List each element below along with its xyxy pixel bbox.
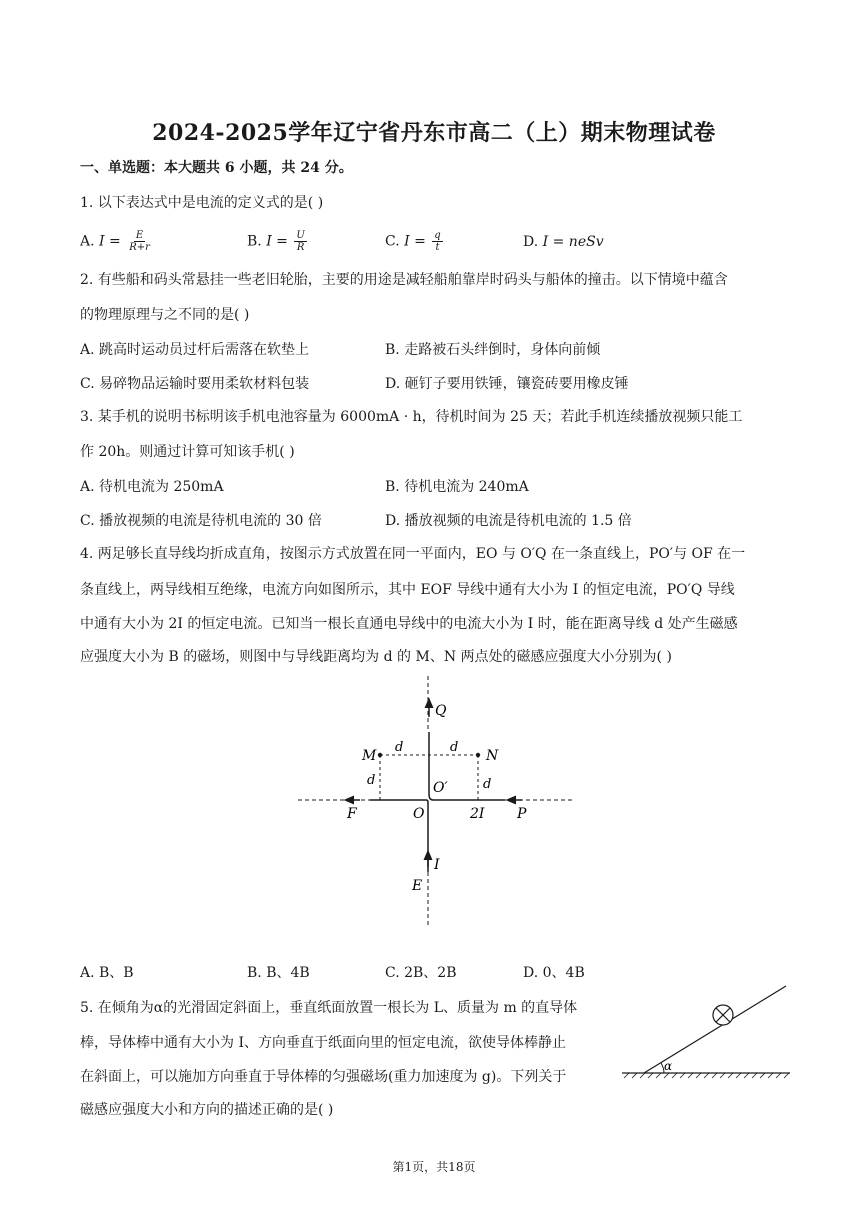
label-p: P [517, 806, 527, 822]
q2-stem-line2: 的物理原理与之不同的是( ) [80, 307, 250, 323]
q1-b-fraction: $\frac{U}{R}$ [296, 230, 305, 253]
q4-option-a: A. B、B [80, 965, 134, 981]
q5-stem-line1: 5. 在倾角为α的光滑固定斜面上，垂直纸面放置一根长为 L、质量为 m 的直导体 [80, 1000, 578, 1016]
point-n [476, 753, 480, 757]
point-m [378, 753, 382, 757]
q4-option-c: C. 2B、2B [385, 965, 457, 981]
current-into-page-icon [713, 1005, 733, 1025]
q1-option-c: C. I = $\frac{q}{t}$ [385, 230, 441, 253]
label-m: M [362, 748, 377, 764]
label-q: Q [435, 703, 447, 719]
page-title: 2024-2025学年辽宁省丹东市高二（上）期末物理试卷 [152, 120, 716, 146]
incline-diagram [618, 978, 798, 1088]
q5-stem-line3: 在斜面上，可以施加方向垂直于导体棒的匀强磁场(重力加速度为 g)。下列关于 [80, 1069, 567, 1085]
q1-a-fraction: $\frac{E}{R+r}$ [129, 230, 150, 253]
label-d-top-right: d [450, 740, 459, 755]
label-2i: 2I [470, 806, 485, 822]
q2-option-a: A. 跳高时运动员过杆后需落在软垫上 [80, 342, 310, 358]
wire-diagram [290, 672, 580, 932]
q1-c-fraction: $\frac{q}{t}$ [434, 230, 441, 253]
q4-stem-line4: 应强度大小为 B 的磁场，则图中与导线距离均为 d 的 M、N 两点处的磁感应强度大小分别为( ) [80, 649, 672, 665]
label-d-right: d [483, 777, 492, 792]
label-d-left: d [367, 773, 376, 788]
angle-alpha-label: α [664, 1059, 673, 1073]
q1-option-b: B. I = $\frac{U}{R}$ [247, 230, 305, 253]
q3-stem-line1: 3. 某手机的说明书标明该手机电池容量为 6000mA · h，待机时间为 25 天；若此手机连续播放视频只能工 [80, 409, 743, 425]
q3-option-b: B. 待机电流为 240mA [385, 479, 529, 495]
q3-option-c: C. 播放视频的电流是待机电流的 30 倍 [80, 513, 322, 529]
q2-stem-line1: 2. 有些船和码头常悬挂一些老旧轮胎，主要的用途是减轻船舶靠岸时码头与船体的撞击。以下情境中蕴含 [80, 272, 728, 288]
label-f: F [347, 806, 357, 822]
q3-option-d: D. 播放视频的电流是待机电流的 1.5 倍 [385, 513, 632, 529]
label-d-top-left: d [395, 740, 404, 755]
q2-option-d: D. 砸钉子要用铁锤，镶瓷砖要用橡皮锤 [385, 376, 629, 392]
q1-option-d: D. I = neSv [523, 234, 604, 250]
label-e: E [412, 878, 423, 894]
q4-option-d: D. 0、4B [523, 965, 585, 981]
q1-option-a: A. I = $\frac{E}{R+r}$ [80, 230, 150, 253]
q4-stem-line2: 条直线上，两导线相互绝缘，电流方向如图所示，其中 EOF 导线中通有大小为 I 的恒定电流，PO′Q 导线 [80, 582, 735, 598]
q4-stem-line3: 中通有大小为 2I 的恒定电流。已知当一根长直通电导线中的电流大小为 I 时，能在距离导线 d 处产生磁感 [80, 616, 738, 632]
q4-option-b: B. B、4B [247, 965, 310, 981]
q4-stem-line1: 4. 两足够长直导线均折成直角，按图示方式放置在同一平面内，EO 与 O′Q 在一条直线上，PO′与 OF 在一 [80, 546, 746, 562]
label-o-prime: O′ [433, 780, 448, 796]
q2-option-c: C. 易碎物品运输时要用柔软材料包装 [80, 376, 310, 392]
q5-stem-line2: 棒，导体棒中通有大小为 I、方向垂直于纸面向里的恒定电流，欲使导体棒静止 [80, 1035, 566, 1051]
label-o: O [413, 806, 425, 822]
q3-option-a: A. 待机电流为 250mA [80, 479, 224, 495]
q1-stem: 1. 以下表达式中是电流的定义式的是( ) [80, 195, 324, 211]
section-heading: 一、单选题：本大题共 6 小题，共 24 分。 [80, 160, 353, 176]
label-i: I [434, 857, 440, 873]
q5-stem-line4: 磁感应强度大小和方向的描述正确的是( ) [80, 1102, 334, 1118]
page-footer: 第1页，共18页 [392, 1160, 476, 1174]
label-n: N [486, 748, 499, 764]
q3-stem-line2: 作 20h。则通过计算可知该手机( ) [80, 444, 295, 460]
q2-option-b: B. 走路被石头绊倒时，身体向前倾 [385, 342, 601, 358]
